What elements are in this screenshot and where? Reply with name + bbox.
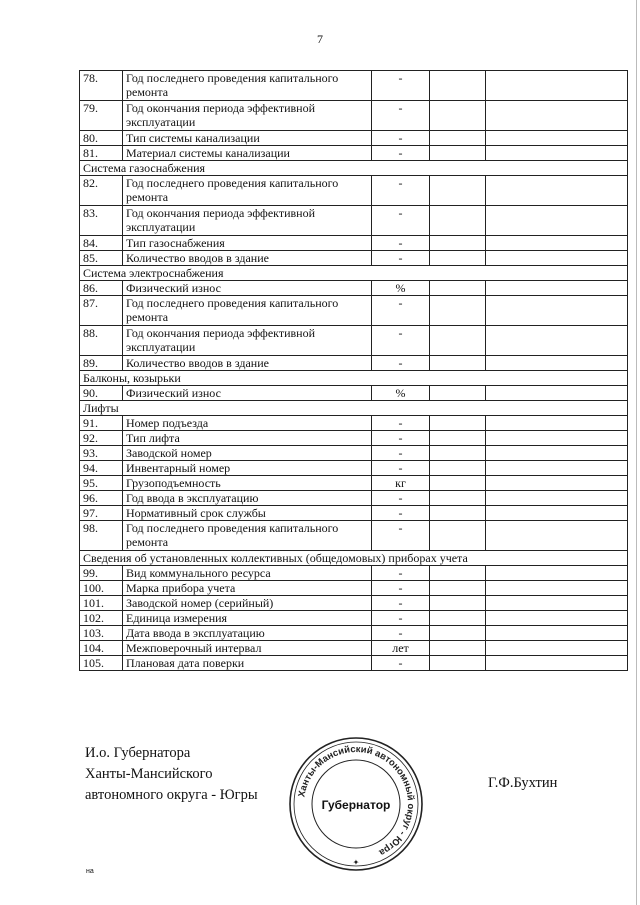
row-name: Межповерочный интервал [123,641,372,656]
row-name: Год окончания периода эффективной эксплуатации [123,326,372,356]
row-value [430,176,486,206]
row-value [430,131,486,146]
row-value [430,416,486,431]
section-row [80,551,628,566]
section-row [80,266,628,281]
row-name: Инвентарный номер [123,461,372,476]
row-name: Единица измерения [123,611,372,626]
row-name: Год последнего проведения капитального ремонта [123,521,372,551]
section-row [80,161,628,176]
seal-ring-text: Ханты-Мансийский автономный округ - Югра [296,743,417,858]
row-extra [486,296,628,326]
row-value [430,596,486,611]
row-extra [486,146,628,161]
row-unit: - [372,356,430,371]
seal-center-text: Губернатор [321,798,391,812]
table-row [80,581,628,596]
row-extra [486,566,628,581]
row-name: Заводской номер [123,446,372,461]
row-value [430,356,486,371]
row-number: 103. [80,626,123,641]
row-unit: - [372,146,430,161]
row-value [430,626,486,641]
row-unit: - [372,236,430,251]
row-unit: - [372,431,430,446]
row-unit: - [372,581,430,596]
section-title: Система электроснабжения [80,266,628,281]
row-unit: % [372,281,430,296]
row-name: Год последнего проведения капитального ремонта [123,71,372,101]
row-extra [486,461,628,476]
row-extra [486,476,628,491]
row-value [430,581,486,596]
table-row [80,206,628,236]
row-name: Год окончания периода эффективной эксплуатации [123,101,372,131]
row-number: 102. [80,611,123,626]
row-unit: кг [372,476,430,491]
row-name: Физический износ [123,281,372,296]
row-number: 97. [80,506,123,521]
row-number: 78. [80,71,123,101]
row-unit: - [372,566,430,581]
table-row [80,431,628,446]
row-name: Количество вводов в здание [123,356,372,371]
row-number: 85. [80,251,123,266]
table-row [80,236,628,251]
table-row [80,326,628,356]
table-row [80,611,628,626]
row-extra [486,416,628,431]
row-name: Тип лифта [123,431,372,446]
row-value [430,491,486,506]
official-seal [287,735,425,873]
row-number: 90. [80,386,123,401]
row-extra [486,326,628,356]
row-number: 89. [80,356,123,371]
row-unit: - [372,611,430,626]
table-row [80,356,628,371]
row-extra [486,656,628,671]
row-name: Количество вводов в здание [123,251,372,266]
row-extra [486,581,628,596]
row-number: 104. [80,641,123,656]
row-extra [486,251,628,266]
row-name: Материал системы канализации [123,146,372,161]
signer-title-line-3: автономного округа - Югры [85,787,258,803]
table-row [80,251,628,266]
row-value [430,641,486,656]
row-name: Марка прибора учета [123,581,372,596]
row-number: 86. [80,281,123,296]
table-row [80,596,628,611]
row-extra [486,281,628,296]
row-number: 92. [80,431,123,446]
row-extra [486,386,628,401]
row-unit: - [372,521,430,551]
row-value [430,461,486,476]
row-name: Грузоподъемность [123,476,372,491]
table-row [80,566,628,581]
row-extra [486,176,628,206]
section-title: Балконы, козырьки [80,371,628,386]
row-number: 82. [80,176,123,206]
row-number: 99. [80,566,123,581]
signer-name: Г.Ф.Бухтин [488,775,558,791]
row-value [430,146,486,161]
row-number: 98. [80,521,123,551]
table-row [80,446,628,461]
row-number: 84. [80,236,123,251]
table-row [80,641,628,656]
section-title: Система газоснабжения [80,161,628,176]
row-number: 94. [80,461,123,476]
row-extra [486,356,628,371]
table-row [80,386,628,401]
row-name: Год окончания периода эффективной эксплуатации [123,206,372,236]
row-value [430,281,486,296]
row-value [430,386,486,401]
section-title: Лифты [80,401,628,416]
row-value [430,521,486,551]
table-row [80,146,628,161]
row-name: Дата ввода в эксплуатацию [123,626,372,641]
row-unit: - [372,251,430,266]
row-unit: - [372,101,430,131]
row-extra [486,611,628,626]
row-name: Год последнего проведения капитального ремонта [123,296,372,326]
row-value [430,101,486,131]
table-row [80,476,628,491]
row-value [430,206,486,236]
row-value [430,476,486,491]
row-name: Тип газоснабжения [123,236,372,251]
row-number: 87. [80,296,123,326]
row-extra [486,596,628,611]
row-value [430,236,486,251]
row-number: 101. [80,596,123,611]
table-row [80,491,628,506]
signer-title-line-1: И.о. Губернатора [85,745,191,761]
row-unit: - [372,176,430,206]
register-table [79,70,628,671]
row-name: Нормативный срок службы [123,506,372,521]
row-unit: - [372,461,430,476]
table-row [80,461,628,476]
row-unit: - [372,506,430,521]
table-row [80,656,628,671]
seal-star-icon: ✦ [352,858,360,867]
page-number: 7 [317,32,323,46]
row-extra [486,446,628,461]
table-row [80,71,628,101]
row-unit: - [372,626,430,641]
section-row [80,371,628,386]
row-number: 95. [80,476,123,491]
row-extra [486,626,628,641]
row-extra [486,506,628,521]
table-row [80,626,628,641]
section-title: Сведения об установленных коллективных (общедомовых) приборах учета [80,551,628,566]
row-number: 91. [80,416,123,431]
row-extra [486,101,628,131]
row-value [430,506,486,521]
scan-edge-line [636,0,637,905]
table-row [80,281,628,296]
row-value [430,656,486,671]
table-row [80,521,628,551]
row-unit: - [372,656,430,671]
register-table-body [80,71,628,671]
row-value [430,446,486,461]
table-row [80,416,628,431]
table-row [80,506,628,521]
row-unit: - [372,71,430,101]
row-extra [486,641,628,656]
row-extra [486,521,628,551]
row-name: Год ввода в эксплуатацию [123,491,372,506]
signature-block [85,743,258,806]
row-unit: - [372,131,430,146]
row-extra [486,236,628,251]
row-number: 105. [80,656,123,671]
row-extra [486,431,628,446]
row-number: 88. [80,326,123,356]
row-number: 80. [80,131,123,146]
row-unit: лет [372,641,430,656]
table-row [80,101,628,131]
row-name: Заводской номер (серийный) [123,596,372,611]
row-value [430,431,486,446]
row-name: Год последнего проведения капитального ремонта [123,176,372,206]
row-name: Тип системы канализации [123,131,372,146]
row-unit: - [372,596,430,611]
row-extra [486,491,628,506]
row-unit: - [372,416,430,431]
section-row [80,401,628,416]
row-name: Номер подъезда [123,416,372,431]
row-extra [486,206,628,236]
row-unit: - [372,446,430,461]
row-unit: - [372,491,430,506]
row-number: 83. [80,206,123,236]
row-unit: - [372,326,430,356]
footer-code: на [86,868,94,875]
row-number: 93. [80,446,123,461]
table-row [80,176,628,206]
row-value [430,251,486,266]
row-value [430,566,486,581]
row-number: 100. [80,581,123,596]
row-value [430,326,486,356]
row-extra [486,131,628,146]
row-unit: - [372,296,430,326]
row-unit: % [372,386,430,401]
row-value [430,71,486,101]
row-value [430,611,486,626]
row-name: Физический износ [123,386,372,401]
row-unit: - [372,206,430,236]
row-number: 81. [80,146,123,161]
row-number: 79. [80,101,123,131]
row-extra [486,71,628,101]
row-number: 96. [80,491,123,506]
row-value [430,296,486,326]
signer-title-line-2: Ханты-Мансийского [85,766,213,782]
table-row [80,296,628,326]
table-row [80,131,628,146]
row-name: Вид коммунального ресурса [123,566,372,581]
row-name: Плановая дата поверки [123,656,372,671]
